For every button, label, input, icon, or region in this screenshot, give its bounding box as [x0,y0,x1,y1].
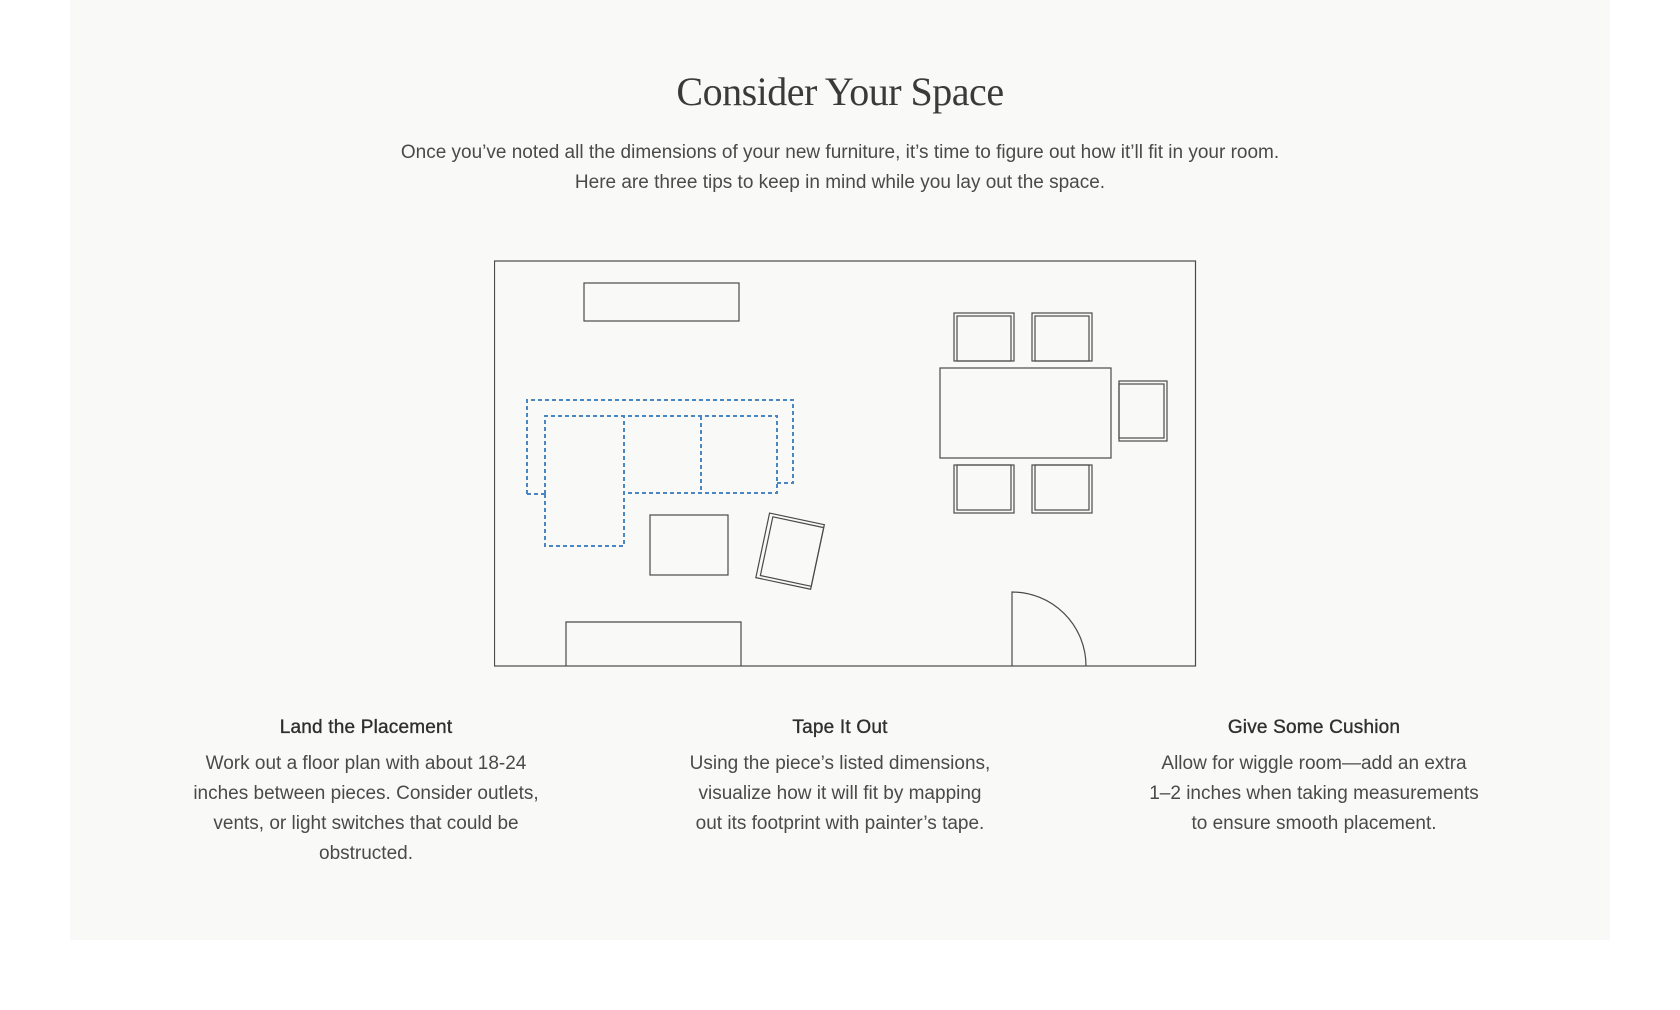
dining-chair-bottom-left [954,465,1014,513]
tip-body-line: inches between pieces. Consider outlets, [193,783,539,804]
dining-chair-top-right [1032,313,1092,361]
tip-title: Give Some Cushion [1227,717,1401,738]
tip-body-line: out its footprint with painter’s tape. [695,813,985,834]
dining-chair-top-left [954,313,1014,361]
coffee-table [650,515,728,575]
section-title: Consider Your Space [676,69,1004,114]
tip-body-line: Work out a floor plan with about 18-24 [205,753,527,774]
consider-your-space-section [70,0,1610,940]
dining-chair-end [1119,381,1167,441]
tip-body-line: to ensure smooth placement. [1191,813,1437,834]
tip-body-line: visualize how it will fit by mapping [698,783,982,804]
painters-tape-sofa-outline [527,400,793,546]
tip-body-line: Using the piece’s listed dimensions, [689,753,991,774]
tip-title: Land the Placement [279,717,453,738]
tv-stand [566,622,741,666]
tip-tape-it-out [640,715,1040,839]
tip-body-line: Allow for wiggle room—add an extra [1161,753,1467,774]
section-intro [70,138,1610,198]
tip-land-the-placement [166,715,566,869]
intro-line-1: Once you’ve noted all the dimensions of your new furniture, it’s time to figure out how it’ll fit in your room. [400,142,1280,163]
console-table [584,283,739,321]
door-swing [1012,592,1086,666]
tip-body-line: obstructed. [319,843,413,864]
dining-chair-bottom-right [1032,465,1092,513]
tip-give-some-cushion [1114,715,1514,839]
floor-plan-illustration [494,258,1198,668]
tip-title: Tape It Out [792,717,888,738]
dining-table [940,368,1111,458]
tip-body-line: vents, or light switches that could be [213,813,519,834]
armchair [756,513,824,589]
room-outline [495,261,1196,666]
tip-body-line: 1–2 inches when taking measurements [1149,783,1479,804]
intro-line-2: Here are three tips to keep in mind while you lay out the space. [574,172,1106,193]
